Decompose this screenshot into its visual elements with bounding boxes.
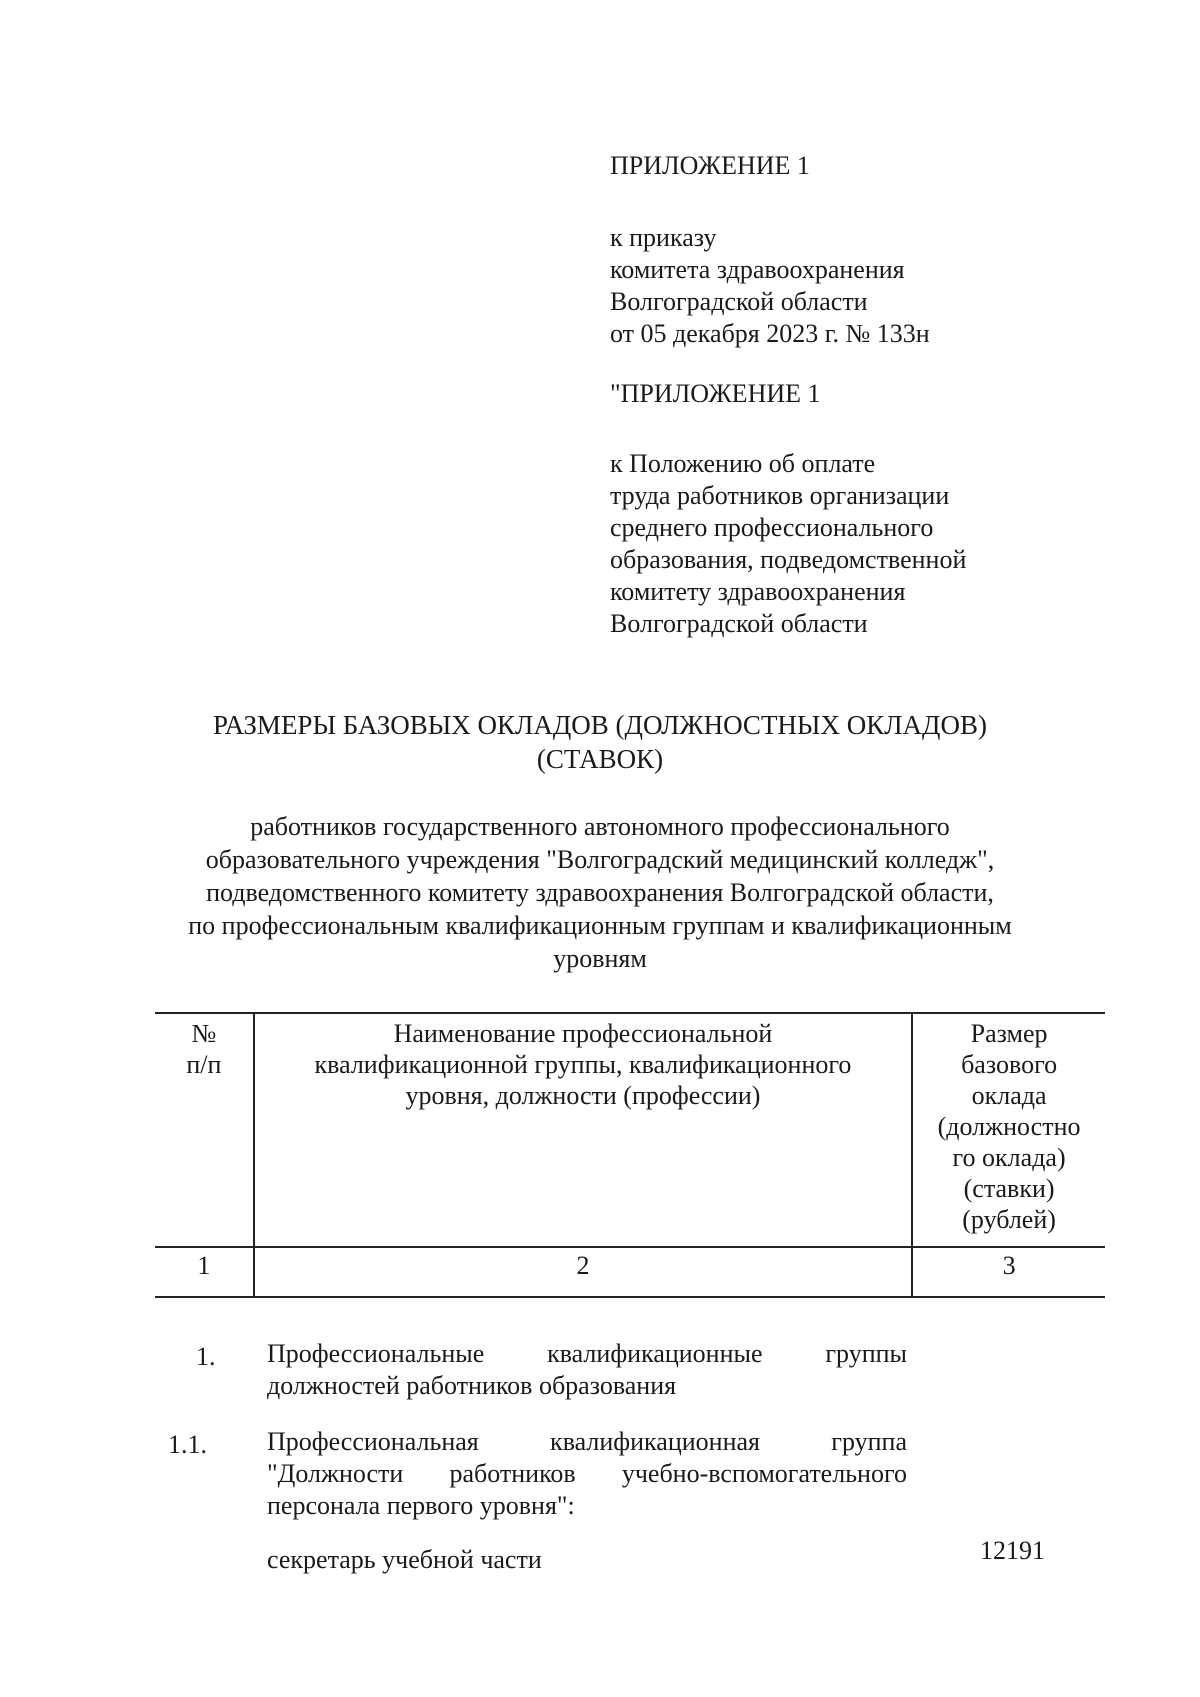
section-heading-line: должностей работников образования (267, 1371, 677, 1400)
header-text: уровня, должности (профессии) (405, 1081, 761, 1110)
header-text: (рублей) (962, 1205, 1056, 1234)
order-ref-line: Волгоградской области (610, 287, 868, 316)
header-text: № (191, 1019, 217, 1048)
header-text: базового (961, 1050, 1058, 1079)
header-cell-number (155, 1013, 254, 1247)
subsection-heading (267, 1426, 907, 1522)
subsection-number: 1.1. (168, 1430, 207, 1459)
header-text: п/п (186, 1050, 222, 1079)
salary-table-header (155, 1012, 1105, 1298)
subtitle-line: уровням (553, 944, 647, 973)
regulation-ref-line: труда работников организации (610, 481, 950, 510)
document-subtitle (140, 810, 1060, 975)
subsection-heading-line: персонала первого уровня": (267, 1491, 575, 1520)
header-text: оклада (971, 1081, 1047, 1110)
appendix-title-2 (610, 378, 821, 410)
subsection-heading-line: Профессиональная квалификационная группа (267, 1427, 907, 1456)
section-heading (267, 1338, 907, 1402)
header-text: (ставки) (963, 1174, 1055, 1203)
column-number-cell: 3 (912, 1247, 1105, 1297)
header-text: го оклада) (952, 1143, 1066, 1172)
header-text: (должностно (937, 1112, 1081, 1141)
section-heading-line: Профессиональные квалификационные группы (267, 1339, 907, 1368)
regulation-ref-line: Волгоградской области (610, 609, 868, 638)
subtitle-line: подведомственного комитету здравоохранения Волгоградской области, (206, 878, 994, 907)
header-text: Наименование профессиональной (393, 1019, 773, 1048)
order-ref-line: к приказу (610, 223, 717, 252)
title-line: (СТАВОК) (536, 744, 664, 774)
order-reference (610, 222, 930, 350)
header-text: квалификационной группы, квалификационного (314, 1050, 852, 1079)
regulation-ref-line: комитету здравоохранения (610, 577, 906, 606)
column-number-cell: 1 (155, 1247, 254, 1297)
appendix-title-text: ПРИЛОЖЕНИЕ 1 (610, 151, 810, 180)
position-name: секретарь учебной части (267, 1545, 542, 1574)
order-ref-line: комитета здравоохранения (610, 255, 905, 284)
regulation-ref-line: к Положению об оплате (610, 449, 876, 478)
regulation-reference (610, 448, 966, 640)
appendix-title (610, 150, 810, 182)
section-number: 1. (196, 1342, 216, 1371)
header-cell-name (254, 1013, 912, 1247)
header-cell-salary (912, 1013, 1105, 1247)
order-ref-line: от 05 декабря 2023 г. № 133н (610, 319, 930, 348)
appendix-title-2-text: "ПРИЛОЖЕНИЕ 1 (610, 379, 821, 408)
title-line: РАЗМЕРЫ БАЗОВЫХ ОКЛАДОВ (ДОЛЖНОСТНЫХ ОКЛАДОВ) (213, 710, 987, 740)
document-title (140, 708, 1060, 776)
subtitle-line: по профессиональным квалификационным группам и квалификационным (188, 911, 1012, 940)
subtitle-line: работников государственного автономного профессионального (250, 812, 950, 841)
subsection-heading-line: "Должности работников учебно-вспомогательного (267, 1459, 907, 1488)
subtitle-line: образовательного учреждения "Волгоградский медицинский колледж", (205, 845, 995, 874)
header-text: Размер (970, 1019, 1048, 1048)
column-number-row (155, 1247, 1105, 1297)
column-number-cell: 2 (254, 1247, 912, 1297)
table-header-row (155, 1013, 1105, 1247)
regulation-ref-line: образования, подведомственной (610, 545, 967, 574)
position-salary: 12191 (980, 1536, 1045, 1565)
regulation-ref-line: среднего профессионального (610, 513, 934, 542)
